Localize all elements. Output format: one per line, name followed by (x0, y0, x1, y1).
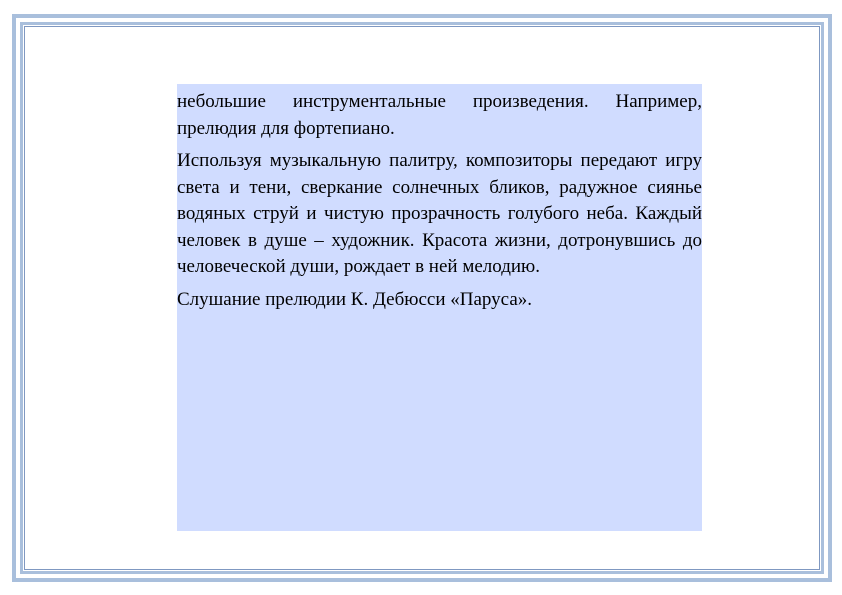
paragraph-listening: Слушание прелюдии К. Дебюсси «Паруса». (177, 288, 532, 310)
paragraph-intro: небольшие инструментальные произведения. Например, прелюдия для фортепиано. (177, 91, 702, 139)
text-panel (177, 84, 702, 531)
paragraph-palette: Используя музыкальную палитру, композиторы передают игру света и тени, сверкание солнечных бликов, радужное сиянье водяных струй и чистую прозрачность голубого неба. Каждый человек в душе – художник. Красота жизни, дотронувшись до человеческой души, рождает в ней мелодию. (177, 150, 702, 277)
